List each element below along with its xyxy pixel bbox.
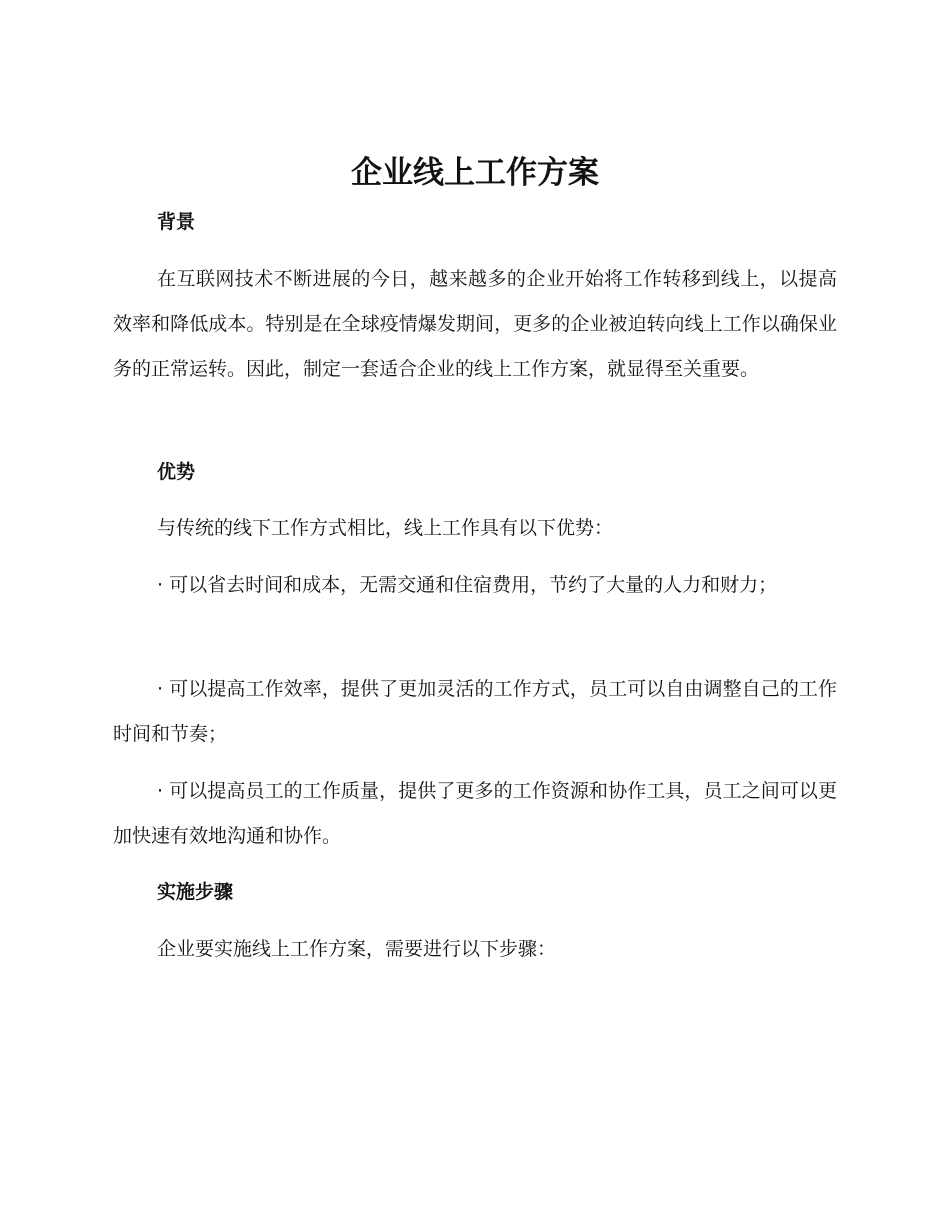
paragraph-steps-intro: 企业要实施线上工作方案，需要进行以下步骤：: [157, 938, 557, 960]
paragraph-advantages-intro: 与传统的线下工作方式相比，线上工作具有以下优势：: [157, 517, 614, 539]
paragraph-background: 在互联网技术不断进展的今日，越来越多的企业开始将工作转移到线上，以提高效率和降低成本。特别是在全球疫情爆发期间，更多的企业被迫转向线上工作以确保业务的正常运转。因此，制定一套适合企业的线上工作方案，就显得至关重要。: [113, 268, 837, 380]
section-heading-steps: 实施步骤: [157, 881, 234, 903]
bullet-item-efficiency: · 可以提高工作效率，提供了更加灵活的工作方式，员工可以自由调整自己的工作时间和节奏；: [113, 678, 837, 745]
document-title: 企业线上工作方案: [351, 155, 599, 191]
section-heading-background: 背景: [157, 211, 196, 233]
bullet-item-cost: · 可以省去时间和成本，无需交通和住宿费用，节约了大量的人力和财力；: [157, 574, 778, 596]
section-heading-advantages: 优势: [157, 461, 196, 483]
bullet-item-quality: · 可以提高员工的工作质量，提供了更多的工作资源和协作工具，员工之间可以更加快速有效地沟通和协作。: [113, 780, 837, 847]
